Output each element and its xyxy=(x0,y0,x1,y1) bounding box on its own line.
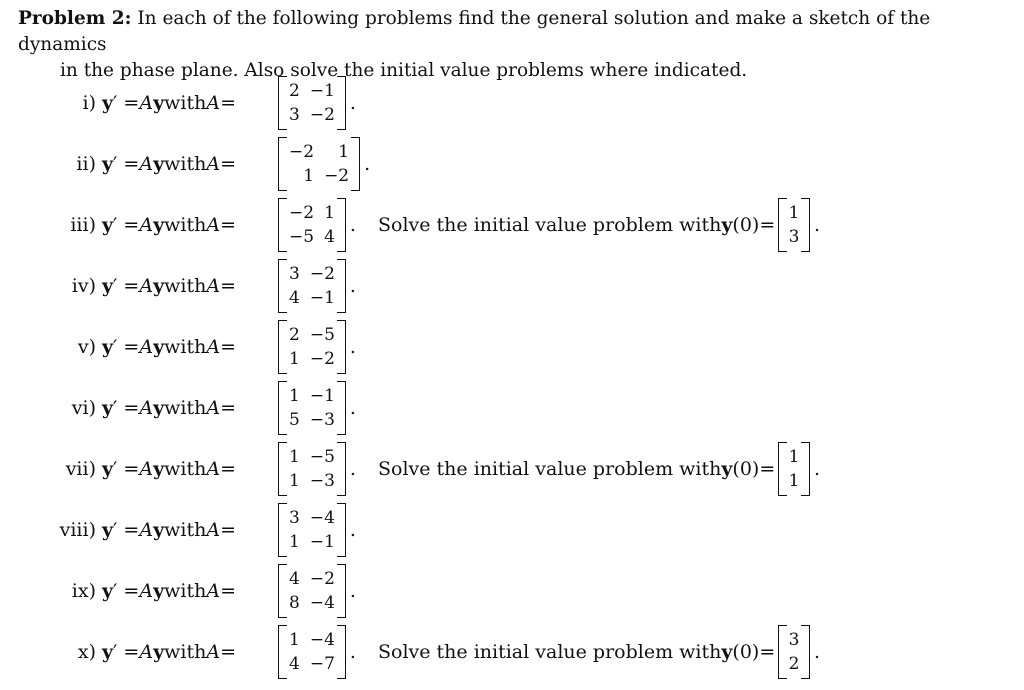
vector-cell: 1 xyxy=(788,203,800,223)
period: . xyxy=(349,458,356,480)
right-bracket xyxy=(337,381,346,435)
y-vector: y xyxy=(153,397,165,419)
vector-cell: 2 xyxy=(788,654,800,674)
matrix-cell: −2 xyxy=(324,166,350,186)
matrix-cell: −3 xyxy=(309,410,335,430)
with-text: with xyxy=(164,92,207,114)
y-vector: y xyxy=(721,458,733,480)
matrix-symbol: A xyxy=(206,92,221,114)
matrix-symbol: A xyxy=(139,458,154,480)
matrix-cell-grid xyxy=(289,445,335,493)
left-bracket xyxy=(278,381,287,435)
equals-sign: = xyxy=(220,397,236,419)
matrix-cell: 3 xyxy=(289,105,300,125)
y-vector: y xyxy=(153,275,165,297)
problem-item xyxy=(0,439,1024,499)
prime-equals: ′ = xyxy=(113,92,140,114)
matrix-symbol: A xyxy=(139,397,154,419)
right-bracket xyxy=(337,442,346,496)
matrix xyxy=(278,439,356,499)
period: . xyxy=(349,519,356,541)
equation xyxy=(50,195,236,255)
with-text: with xyxy=(164,458,207,480)
problem-item xyxy=(0,317,1024,377)
item-number: vii) xyxy=(65,458,96,480)
matrix xyxy=(278,73,356,133)
right-bracket xyxy=(801,442,810,496)
y-vector: y xyxy=(153,92,165,114)
period: . xyxy=(349,397,356,419)
prime-equals: ′ = xyxy=(113,214,140,236)
matrix-cell: 4 xyxy=(289,654,300,674)
problem-item xyxy=(0,256,1024,316)
matrix-cell-grid xyxy=(289,506,335,554)
left-bracket xyxy=(278,442,287,496)
y-vector: y xyxy=(153,153,165,175)
left-bracket xyxy=(278,259,287,313)
matrix-symbol: A xyxy=(206,519,221,541)
ivp-y0 xyxy=(721,641,759,663)
initial-vector xyxy=(778,439,820,499)
matrix-symbol: A xyxy=(139,92,154,114)
y0-arg: (0) xyxy=(732,458,760,480)
matrix-cell: −7 xyxy=(309,654,335,674)
matrix-cell: −2 xyxy=(309,349,335,369)
left-bracket xyxy=(278,198,287,252)
matrix xyxy=(278,195,356,255)
matrix-cell: 2 xyxy=(289,325,300,345)
matrix-cell: −5 xyxy=(309,325,335,345)
matrix-brackets xyxy=(278,320,346,374)
matrix-cell-grid xyxy=(289,79,335,127)
matrix-cell: −5 xyxy=(309,447,335,467)
problem-item xyxy=(0,500,1024,560)
matrix-cell: 5 xyxy=(289,410,300,430)
period: . xyxy=(349,275,356,297)
equals-sign: = xyxy=(759,641,776,663)
y-vector: y xyxy=(102,92,114,114)
matrix-symbol: A xyxy=(139,153,154,175)
vector-brackets xyxy=(778,442,810,496)
equals-sign: = xyxy=(220,641,236,663)
y-vector: y xyxy=(721,641,733,663)
with-text: with xyxy=(164,641,207,663)
problem-item xyxy=(0,561,1024,621)
problem-item xyxy=(0,73,1024,133)
matrix-cell: −1 xyxy=(309,81,335,101)
matrix-cell: 4 xyxy=(289,288,300,308)
y0-arg: (0) xyxy=(732,641,760,663)
matrix-cell: −1 xyxy=(309,288,335,308)
right-bracket xyxy=(337,625,346,679)
matrix-cell: −1 xyxy=(309,532,335,552)
matrix-symbol: A xyxy=(206,580,221,602)
matrix-cell-grid xyxy=(289,323,335,371)
item-number: iv) xyxy=(71,275,96,297)
vector-cell-grid xyxy=(788,445,800,493)
matrix-symbol: A xyxy=(206,397,221,419)
y-vector: y xyxy=(102,580,114,602)
item-number: i) xyxy=(82,92,96,114)
right-bracket xyxy=(337,564,346,618)
y-vector: y xyxy=(102,214,114,236)
equals-sign: = xyxy=(220,214,236,236)
matrix-cell-grid xyxy=(289,201,335,249)
y-vector: y xyxy=(102,336,114,358)
problem-text-line1: In each of the following problems find the general solution and make a sketch of the dynamics xyxy=(18,8,931,55)
with-text: with xyxy=(164,580,207,602)
item-number: iii) xyxy=(70,214,96,236)
initial-vector xyxy=(778,622,820,682)
matrix-cell: 1 xyxy=(289,447,300,467)
matrix-cell: 1 xyxy=(289,471,300,491)
matrix xyxy=(278,622,356,682)
matrix-cell: 4 xyxy=(289,569,300,589)
matrix-cell: 1 xyxy=(289,349,300,369)
right-bracket xyxy=(801,625,810,679)
y0-arg: (0) xyxy=(732,214,760,236)
equation xyxy=(50,561,236,621)
prime-equals: ′ = xyxy=(113,641,140,663)
left-bracket xyxy=(778,198,787,252)
vector-brackets xyxy=(778,198,810,252)
equals-sign: = xyxy=(220,153,236,175)
matrix-cell: 4 xyxy=(324,227,335,247)
equals-sign: = xyxy=(220,336,236,358)
y-vector: y xyxy=(102,641,114,663)
matrix-symbol: A xyxy=(206,214,221,236)
item-number: ix) xyxy=(71,580,96,602)
equals-sign: = xyxy=(759,214,776,236)
matrix-cell: −4 xyxy=(309,630,335,650)
matrix-cell: 1 xyxy=(324,203,335,223)
matrix-symbol: A xyxy=(139,336,154,358)
equals-sign: = xyxy=(220,275,236,297)
period: . xyxy=(349,336,356,358)
left-bracket xyxy=(778,625,787,679)
with-text: with xyxy=(164,214,207,236)
y-vector: y xyxy=(153,641,165,663)
left-bracket xyxy=(278,503,287,557)
ivp-text: Solve the initial value problem with xyxy=(378,214,722,236)
vector-cell-grid xyxy=(788,201,800,249)
matrix-cell: −2 xyxy=(309,105,335,125)
left-bracket xyxy=(278,76,287,130)
period: . xyxy=(349,214,356,236)
prime-equals: ′ = xyxy=(113,580,140,602)
equation xyxy=(50,439,236,499)
matrix-cell: 8 xyxy=(289,593,300,613)
with-text: with xyxy=(164,153,207,175)
y-vector: y xyxy=(153,519,165,541)
matrix-cell: 1 xyxy=(289,386,300,406)
matrix xyxy=(278,500,356,560)
ivp-text: Solve the initial value problem with xyxy=(378,641,722,663)
left-bracket xyxy=(278,564,287,618)
item-number: vi) xyxy=(71,397,96,419)
right-bracket xyxy=(337,259,346,313)
matrix-brackets xyxy=(278,259,346,313)
matrix-cell: −5 xyxy=(289,227,315,247)
matrix-symbol: A xyxy=(206,336,221,358)
matrix-brackets xyxy=(278,564,346,618)
y-vector: y xyxy=(102,519,114,541)
matrix-cell: 3 xyxy=(289,508,300,528)
y-vector: y xyxy=(721,214,733,236)
matrix-cell: 2 xyxy=(289,81,300,101)
item-number: viii) xyxy=(59,519,96,541)
matrix-cell: 1 xyxy=(289,532,300,552)
y-vector: y xyxy=(153,580,165,602)
matrix-brackets xyxy=(278,198,346,252)
period: . xyxy=(814,458,821,480)
y-vector: y xyxy=(102,153,114,175)
initial-vector xyxy=(778,195,820,255)
matrix-cell: −4 xyxy=(309,508,335,528)
matrix-symbol: A xyxy=(139,519,154,541)
left-bracket xyxy=(278,320,287,374)
matrix-symbol: A xyxy=(139,214,154,236)
equation xyxy=(50,256,236,316)
ivp-y0 xyxy=(721,458,759,480)
ivp-y0 xyxy=(721,214,759,236)
matrix xyxy=(278,256,356,316)
matrix-brackets xyxy=(278,503,346,557)
matrix-cell: −4 xyxy=(309,593,335,613)
equation xyxy=(50,134,236,194)
vector-cell-grid xyxy=(788,628,800,676)
matrix xyxy=(278,317,356,377)
with-text: with xyxy=(164,397,207,419)
matrix-cell: −3 xyxy=(309,471,335,491)
matrix-cell: −1 xyxy=(309,386,335,406)
matrix-brackets xyxy=(278,442,346,496)
matrix-cell-grid xyxy=(289,628,335,676)
matrix xyxy=(278,378,356,438)
right-bracket xyxy=(351,137,360,191)
matrix-brackets xyxy=(278,137,360,191)
matrix-cell: 3 xyxy=(289,264,300,284)
matrix-symbol: A xyxy=(206,275,221,297)
y-vector: y xyxy=(153,336,165,358)
right-bracket xyxy=(337,198,346,252)
left-bracket xyxy=(778,442,787,496)
prime-equals: ′ = xyxy=(113,397,140,419)
vector-brackets xyxy=(778,625,810,679)
matrix-cell: −2 xyxy=(289,142,315,162)
right-bracket xyxy=(801,198,810,252)
prime-equals: ′ = xyxy=(113,275,140,297)
problem-item xyxy=(0,622,1024,682)
item-number: ii) xyxy=(76,153,96,175)
matrix-symbol: A xyxy=(206,641,221,663)
matrix-cell-grid xyxy=(289,140,349,188)
equals-sign: = xyxy=(220,519,236,541)
with-text: with xyxy=(164,519,207,541)
problem-label: Problem 2: xyxy=(18,8,132,29)
ivp-note xyxy=(378,195,775,255)
matrix-brackets xyxy=(278,381,346,435)
right-bracket xyxy=(337,503,346,557)
vector-cell: 3 xyxy=(788,630,800,650)
matrix-cell: 1 xyxy=(303,166,315,186)
y-vector: y xyxy=(102,458,114,480)
prime-equals: ′ = xyxy=(113,458,140,480)
matrix-symbol: A xyxy=(139,641,154,663)
right-bracket xyxy=(337,76,346,130)
matrix-cell: −2 xyxy=(309,264,335,284)
matrix-cell-grid xyxy=(289,567,335,615)
ivp-note xyxy=(378,622,775,682)
period: . xyxy=(814,641,821,663)
problem-item xyxy=(0,134,1024,194)
matrix-symbol: A xyxy=(206,153,221,175)
item-number: v) xyxy=(77,336,96,358)
problem-text-line2: in the phase plane. Also solve the initial value problems where indicated. xyxy=(60,60,748,81)
vector-cell: 3 xyxy=(788,227,800,247)
equals-sign: = xyxy=(759,458,776,480)
equation xyxy=(50,73,236,133)
prime-equals: ′ = xyxy=(113,153,140,175)
period: . xyxy=(814,214,821,236)
left-bracket xyxy=(278,625,287,679)
matrix-cell: 1 xyxy=(289,630,300,650)
y-vector: y xyxy=(102,275,114,297)
matrix-brackets xyxy=(278,625,346,679)
vector-cell: 1 xyxy=(788,447,800,467)
matrix-symbol: A xyxy=(139,275,154,297)
with-text: with xyxy=(164,336,207,358)
y-vector: y xyxy=(102,397,114,419)
matrix-cell-grid xyxy=(289,262,335,310)
period: . xyxy=(349,92,356,114)
matrix-cell: −2 xyxy=(309,569,335,589)
problem-item xyxy=(0,195,1024,255)
problem-item xyxy=(0,378,1024,438)
equation xyxy=(50,317,236,377)
period: . xyxy=(364,153,371,175)
equals-sign: = xyxy=(220,92,236,114)
prime-equals: ′ = xyxy=(113,336,140,358)
left-bracket xyxy=(278,137,287,191)
matrix xyxy=(278,561,356,621)
equation xyxy=(50,378,236,438)
prime-equals: ′ = xyxy=(113,519,140,541)
with-text: with xyxy=(164,275,207,297)
item-number: x) xyxy=(77,641,96,663)
matrix-cell-grid xyxy=(289,384,335,432)
matrix-brackets xyxy=(278,76,346,130)
matrix-cell: −2 xyxy=(289,203,315,223)
ivp-note xyxy=(378,439,775,499)
matrix-cell: 1 xyxy=(338,142,350,162)
equation xyxy=(50,500,236,560)
matrix-symbol: A xyxy=(139,580,154,602)
matrix xyxy=(278,134,370,194)
vector-cell: 1 xyxy=(788,471,800,491)
right-bracket xyxy=(337,320,346,374)
matrix-symbol: A xyxy=(206,458,221,480)
equals-sign: = xyxy=(220,580,236,602)
period: . xyxy=(349,580,356,602)
y-vector: y xyxy=(153,214,165,236)
equation xyxy=(50,622,236,682)
period: . xyxy=(349,641,356,663)
ivp-text: Solve the initial value problem with xyxy=(378,458,722,480)
y-vector: y xyxy=(153,458,165,480)
equals-sign: = xyxy=(220,458,236,480)
